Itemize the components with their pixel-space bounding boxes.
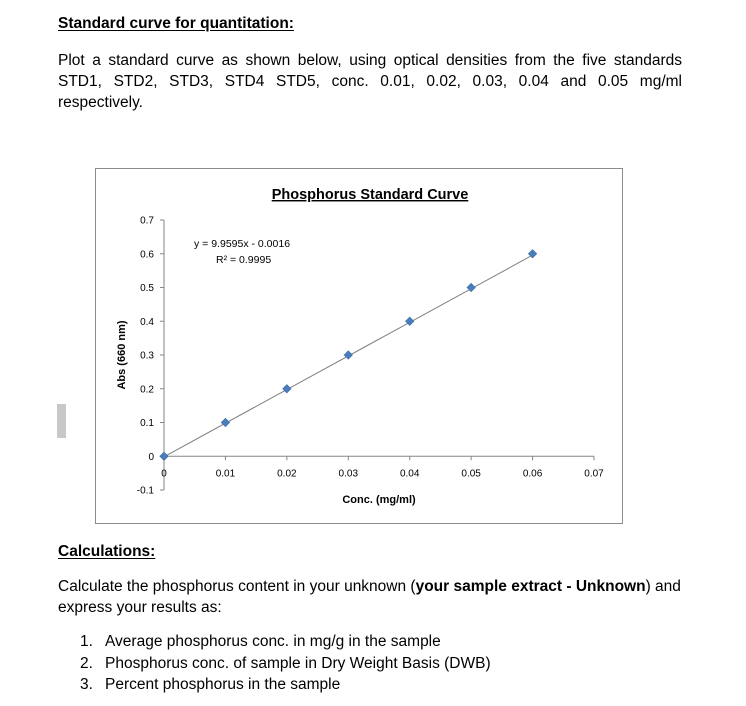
y-tick-label: 0.7: [140, 215, 154, 227]
y-tick-label: 0.4: [140, 316, 154, 328]
data-point: [221, 418, 229, 426]
list-item-number: 3.: [80, 676, 93, 693]
x-tick-label: 0.05: [461, 468, 481, 480]
list-item-text: Average phosphorus conc. in mg/g in the sample: [105, 633, 441, 650]
list-item-number: 2.: [80, 654, 93, 672]
data-point: [160, 452, 168, 460]
list-item: [58, 674, 491, 696]
x-tick-label: 0.02: [277, 468, 297, 480]
x-tick-label: 0.06: [522, 468, 543, 480]
instructions-paragraph: Plot a standard curve as shown below, using optical densities from the five standards STD1, STD2, STD3, STD4 STD5, conc. 0.01, 0.02, 0.03, 0.04 and 0.05 mg/ml respectively.: [58, 52, 682, 111]
y-tick-label: 0.1: [140, 418, 154, 429]
y-tick-label: 0.3: [140, 350, 154, 362]
list-item-text: Percent phosphorus in the sample: [105, 676, 341, 693]
trendline-equation: y = 9.9595x - 0.0016: [194, 238, 291, 250]
margin-marker: [57, 404, 66, 438]
x-tick-label: 0.03: [338, 468, 359, 480]
y-tick-label: -0.1: [136, 485, 154, 497]
y-tick-label: 0.2: [140, 384, 154, 396]
calculations-list: [58, 631, 491, 696]
calculations-intro-emphasis: your sample extract - Unknown: [415, 578, 646, 595]
y-axis-label: Abs (660 nm): [116, 320, 128, 390]
calculations-intro-text-end: ) and express your results as:: [58, 578, 681, 616]
section-heading-calculations: Calculations:: [58, 543, 156, 560]
list-item-text: Phosphorus conc. of sample in Dry Weight Basis (DWB): [105, 654, 491, 672]
y-tick-label: 0: [148, 451, 154, 463]
calculations-intro: [58, 576, 686, 618]
chart-title: Phosphorus Standard Curve: [271, 187, 469, 203]
x-tick-label: 0.04: [399, 468, 420, 480]
x-tick-label: 0: [161, 468, 167, 480]
trendline-r-squared: R² = 0.9995: [216, 254, 272, 266]
y-tick-label: 0.6: [140, 249, 154, 261]
x-tick-label: 0.07: [584, 468, 604, 480]
section-heading-standard-curve: Standard curve for quantitation:: [58, 15, 294, 32]
list-item: [58, 631, 491, 653]
calculations-intro-text: Calculate the phosphorus content in your unknown (: [58, 578, 416, 595]
list-item-number: 1.: [80, 633, 93, 650]
y-tick-label: 0.5: [140, 283, 154, 294]
x-tick-label: 0.01: [215, 468, 236, 480]
phosphorus-standard-curve-chart: [96, 169, 622, 523]
chart-frame: [95, 168, 623, 524]
x-axis-label: Conc. (mg/ml): [342, 494, 416, 506]
list-item: [58, 653, 491, 675]
